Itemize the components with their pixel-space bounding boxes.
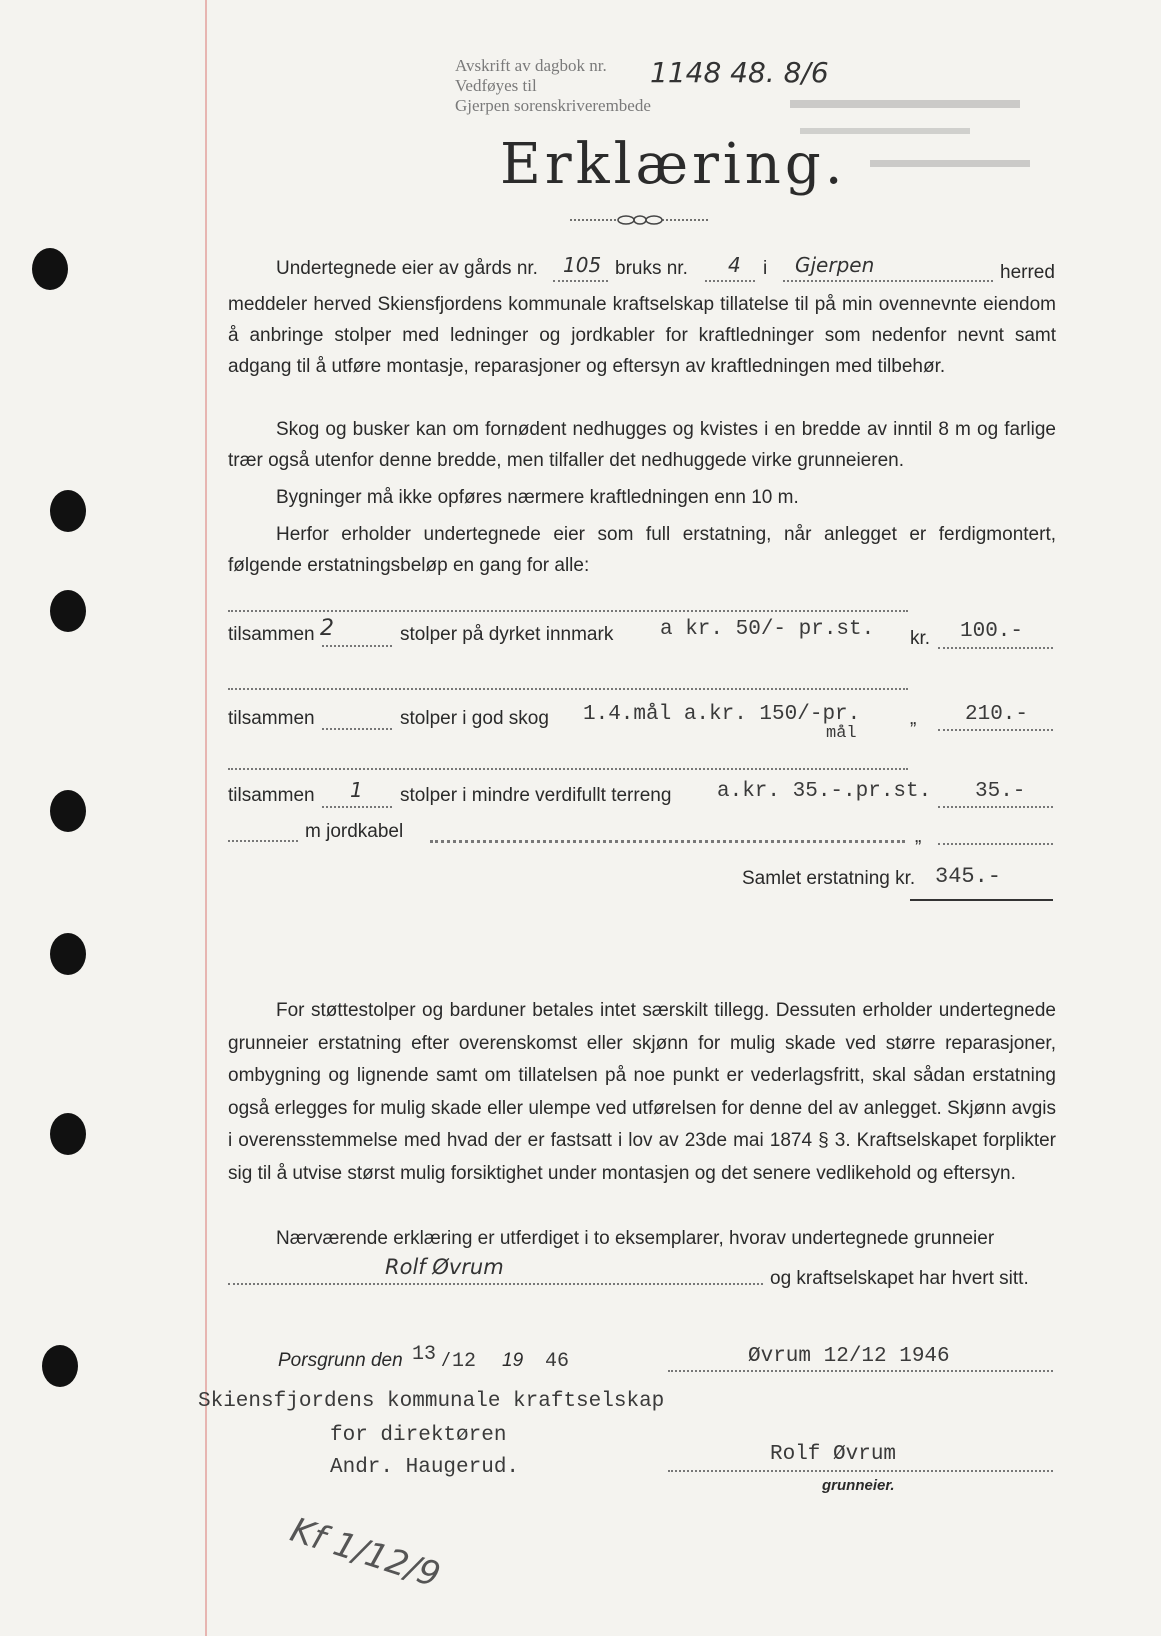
total-underline (910, 899, 1053, 901)
handwritten-reference: 1148 48. 8/6 (650, 56, 829, 89)
blank-line-3 (228, 768, 908, 770)
punch-hole-5 (50, 933, 86, 975)
paragraph-clearing: Skog og busker kan om fornødent nedhugges og kvistes i en bredde av inntil 8 m og farlige trær også utenfor denne bredde, men tilfaller det nedhuggede virke grunneieren. (228, 419, 1056, 471)
blank-line-1 (228, 610, 908, 612)
row2-count-line (322, 728, 392, 730)
paragraph-terms: For støttestolper og barduner betales intet særskilt tillegg. Dessuten erholder undertegnede grunneier erstatning efter overenskomst eller skjønn for mulig skade ved større reparasjoner, ombygning og lignende samt om tillatelsen på noe punkt er vederlagsfritt, skal sådan erstatning også erlegges for mulig skade eller ulempe ved utførelsen for denne del av anlegget. Skjønn avgis i overensstemmelse med hvad der er fastsatt i lov av 23de mai 1874 § 3. Kraftselskapet forplikter sig til å utvise størst mulig forsiktighet under montasjen og det senere vedlikehold og eftersyn. (228, 1000, 1056, 1184)
row1-desc: stolper på dyrket innmark (400, 624, 614, 645)
row1-prefix: tilsammen (228, 624, 315, 645)
row3-rate: a.kr. 35.-.pr.st. (717, 780, 932, 803)
row2-amount: 210.- (965, 703, 1029, 726)
paragraph-copies: Nærværende erklæring er utferdiget i to eksemplarer, hvorav undertegnede grunneier (276, 1228, 995, 1249)
intro-body: meddeler herved Skiensfjordens kommunale kraftselskap tillatelse til på min ovennevnte eiendom å anbringe stolper med ledninger og jordkabler for kraftledninger som nedenfor nevnt samt adgang til å utføre montasje, reparasjoner og eftersyn av kraftledningen med tilbehør. (228, 294, 1056, 377)
punch-hole-3 (50, 590, 86, 632)
herred-label: herred (1000, 262, 1055, 283)
punch-hole-7 (42, 1345, 78, 1387)
bruks-label: bruks nr. (615, 258, 688, 279)
date-day: 13 (412, 1343, 437, 1366)
punch-hole-2 (50, 490, 86, 532)
bruks-nr-value: 4 (728, 253, 741, 277)
stamp-line-3: Gjerpen sorenskriverembede (455, 96, 651, 115)
paragraph-buildings: Bygninger må ikke opføres nærmere kraftledningen enn 10 m. (276, 487, 799, 508)
i-label: i (763, 258, 768, 279)
row2-amount-line (938, 729, 1053, 731)
row3-count: 1 (350, 778, 363, 802)
herred-line (783, 280, 993, 282)
company-line-3: Andr. Haugerud. (330, 1456, 520, 1479)
row3-amount-line (938, 806, 1053, 808)
stamp-line-1: Avskrift av dagbok nr. (455, 56, 607, 75)
row2-rate-sub: mål (826, 724, 857, 743)
row1-unit: kr. (910, 628, 931, 649)
punch-hole-4 (50, 790, 86, 832)
owner-signature-line (668, 1470, 1053, 1472)
owner-place-date: Øvrum 12/12 1946 (748, 1345, 950, 1368)
owner-signature: Rolf Øvrum (770, 1443, 897, 1466)
paragraph-compensation: Herfor erholder undertegnede eier som full erstatning, når anlegget er ferdigmontert, følgende erstatningsbeløp en gang for alle: (228, 524, 1056, 576)
owner-role: grunneier. (822, 1477, 895, 1494)
row1-count-line (322, 645, 392, 647)
owner-name: Rolf Øvrum (385, 1255, 504, 1279)
punch-hole-6 (50, 1113, 86, 1155)
ornament-divider-icon (570, 214, 710, 226)
blank-line-2 (228, 688, 908, 690)
row3-desc: stolper i mindre verdifullt terreng (400, 785, 672, 806)
row2-unit: „ (910, 708, 917, 729)
place-label: Porsgrunn den (278, 1350, 403, 1371)
herred-name-value: Gjerpen (795, 253, 875, 277)
row2-desc: stolper i god skog (400, 708, 549, 729)
date-month: 12 (452, 1350, 477, 1373)
row3-count-line (322, 806, 392, 808)
page-title: Erklæring. (500, 132, 847, 197)
row1-amount-line (938, 647, 1053, 649)
stamp-line-2: Vedføyes til (455, 76, 537, 95)
gards-nr-line (553, 280, 608, 282)
company-line-2: for direktøren (330, 1424, 507, 1447)
row4-desc: m jordkabel (305, 821, 404, 842)
owner-suffix: og kraftselskapet har hvert sitt. (770, 1268, 1029, 1289)
handwritten-initials: Kf 1/12/9 (285, 1510, 445, 1596)
owner-name-line (228, 1283, 763, 1285)
bruks-nr-line (705, 280, 755, 282)
total-label: Samlet erstatning kr. (742, 868, 916, 889)
gards-nr-value: 105 (563, 253, 602, 277)
row4-amount-field-line (228, 840, 298, 842)
punch-hole-1 (32, 248, 68, 290)
row1-rate: a kr. 50/- pr.st. (660, 618, 875, 641)
row1-count: 2 (320, 616, 334, 641)
date-slash: / (443, 1350, 449, 1371)
row3-prefix: tilsammen (228, 785, 315, 806)
total-amount: 345.- (935, 864, 1002, 889)
row4-amount-line (938, 843, 1053, 845)
row3-amount: 35.- (975, 780, 1026, 803)
intro-prefix: Undertegnede eier av gårds nr. (276, 258, 538, 279)
row2-prefix: tilsammen (228, 708, 315, 729)
row1-amount: 100.- (960, 620, 1024, 643)
date-year-prefix: 19 (502, 1350, 524, 1371)
row4-dots (430, 840, 905, 843)
registry-stamp (455, 56, 651, 116)
row2-rate: 1.4.mål a.kr. 150/-pr. (583, 703, 861, 726)
owner-place-date-line (668, 1370, 1053, 1372)
row4-unit: „ (915, 826, 922, 847)
date-year-suffix: 46 (545, 1350, 570, 1373)
company-line-1: Skiensfjordens kommunale kraftselskap (198, 1390, 665, 1413)
